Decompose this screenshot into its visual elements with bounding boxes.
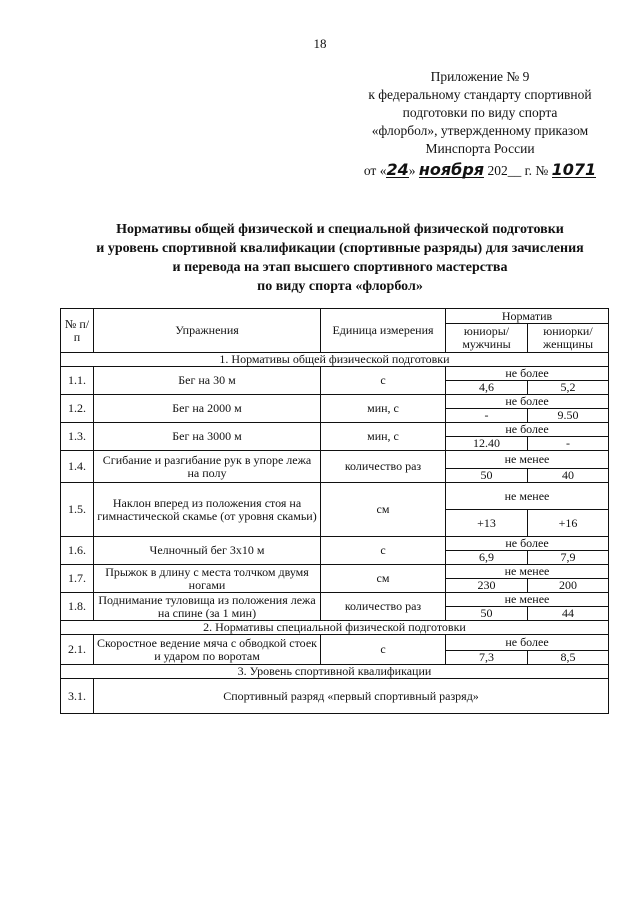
section-row bbox=[61, 353, 609, 367]
norm-condition: не более bbox=[446, 423, 609, 437]
row-number: 1.1. bbox=[61, 367, 94, 395]
norm-condition: не более bbox=[446, 395, 609, 409]
value-juniors-m: 50 bbox=[446, 607, 528, 621]
value-juniors-f: 8,5 bbox=[528, 651, 609, 665]
exercise-name: Бег на 30 м bbox=[94, 367, 321, 395]
header-num: № п/п bbox=[61, 309, 94, 353]
unit: количество раз bbox=[321, 593, 446, 621]
value-juniors-f: +16 bbox=[528, 510, 609, 537]
row-number: 1.6. bbox=[61, 537, 94, 565]
document-title bbox=[60, 220, 620, 296]
title-line: и уровень спортивной квалификации (спортивные разряды) для зачисления bbox=[96, 241, 584, 256]
value-juniors-m: 12.40 bbox=[446, 437, 528, 451]
unit: мин, с bbox=[321, 395, 446, 423]
table-row bbox=[61, 367, 609, 381]
value-juniors-f: 7,9 bbox=[528, 551, 609, 565]
title-line: и перевода на этап высшего спортивного мастерства bbox=[172, 260, 508, 275]
row-number: 1.5. bbox=[61, 483, 94, 537]
header-juniors-m: юниоры/ мужчины bbox=[446, 324, 528, 353]
section-title: 1. Нормативы общей физической подготовки bbox=[61, 353, 609, 367]
date-mid: » bbox=[408, 163, 416, 178]
header-exercise: Упражнения bbox=[94, 309, 321, 353]
value-juniors-m: 4,6 bbox=[446, 381, 528, 395]
row-number: 1.4. bbox=[61, 451, 94, 483]
exercise-name: Наклон вперед из положения стоя на гимнастической скамье (от уровня скамьи) bbox=[94, 483, 321, 537]
value-juniors-m: - bbox=[446, 409, 528, 423]
handwritten-day: 24 bbox=[386, 160, 409, 179]
header-norm: Норматив bbox=[446, 309, 609, 324]
unit: см bbox=[321, 483, 446, 537]
header-unit: Единица измерения bbox=[321, 309, 446, 353]
header-row bbox=[61, 309, 609, 324]
appendix-header bbox=[340, 68, 620, 180]
value-juniors-m: 50 bbox=[446, 469, 528, 483]
exercise-name: Челночный бег 3х10 м bbox=[94, 537, 321, 565]
table-row bbox=[61, 635, 609, 651]
unit: см bbox=[321, 565, 446, 593]
appendix-line: к федеральному стандарту спортивной bbox=[368, 87, 592, 102]
unit: мин, с bbox=[321, 423, 446, 451]
norm-condition: не более bbox=[446, 537, 609, 551]
norm-condition: не менее bbox=[446, 451, 609, 469]
table-row bbox=[61, 679, 609, 714]
appendix-line: Приложение № 9 bbox=[430, 69, 530, 84]
norm-condition: не менее bbox=[446, 593, 609, 607]
table-row bbox=[61, 423, 609, 437]
norm-condition: не более bbox=[446, 367, 609, 381]
value-juniors-f: 200 bbox=[528, 579, 609, 593]
row-number: 3.1. bbox=[61, 679, 94, 714]
unit: с bbox=[321, 367, 446, 395]
row-number: 1.2. bbox=[61, 395, 94, 423]
page-number: 18 bbox=[313, 36, 327, 51]
unit: количество раз bbox=[321, 451, 446, 483]
header-juniors-f: юниорки/ женщины bbox=[528, 324, 609, 353]
table-row bbox=[61, 593, 609, 607]
order-date-line bbox=[340, 162, 620, 180]
exercise-name: Прыжок в длину с места толчком двумя ногами bbox=[94, 565, 321, 593]
row-number: 2.1. bbox=[61, 635, 94, 665]
table-row bbox=[61, 565, 609, 579]
norm-condition: не более bbox=[446, 635, 609, 651]
value-juniors-m: 230 bbox=[446, 579, 528, 593]
handwritten-order-number: 1071 bbox=[551, 160, 597, 179]
row-number: 1.7. bbox=[61, 565, 94, 593]
section-title: 3. Уровень спортивной квалификации bbox=[61, 665, 609, 679]
section-row bbox=[61, 665, 609, 679]
exercise-name: Сгибание и разгибание рук в упоре лежа на полу bbox=[94, 451, 321, 483]
value-juniors-f: - bbox=[528, 437, 609, 451]
row-number: 1.3. bbox=[61, 423, 94, 451]
unit: с bbox=[321, 537, 446, 565]
exercise-name: Скоростное ведение мяча с обводкой стоек и ударом по воротам bbox=[94, 635, 321, 665]
value-juniors-f: 40 bbox=[528, 469, 609, 483]
norm-condition: не менее bbox=[446, 565, 609, 579]
row-number: 1.8. bbox=[61, 593, 94, 621]
value-juniors-m: 6,9 bbox=[446, 551, 528, 565]
qualification-text: Спортивный разряд «первый спортивный разряд» bbox=[94, 679, 609, 714]
exercise-name: Бег на 3000 м bbox=[94, 423, 321, 451]
norms-table bbox=[60, 308, 609, 714]
value-juniors-f: 44 bbox=[528, 607, 609, 621]
section-row bbox=[61, 621, 609, 635]
table-row bbox=[61, 395, 609, 409]
unit: с bbox=[321, 635, 446, 665]
appendix-line: Минспорта России bbox=[425, 141, 535, 156]
value-juniors-m: 7,3 bbox=[446, 651, 528, 665]
value-juniors-f: 9.50 bbox=[528, 409, 609, 423]
table-row bbox=[61, 451, 609, 469]
appendix-line: «флорбол», утвержденному приказом bbox=[371, 123, 589, 138]
section-title: 2. Нормативы специальной физической подготовки bbox=[61, 621, 609, 635]
exercise-name: Поднимание туловища из положения лежа на спине (за 1 мин) bbox=[94, 593, 321, 621]
title-line: Нормативы общей физической и специальной физической подготовки bbox=[116, 222, 564, 237]
norm-condition: не менее bbox=[446, 483, 609, 510]
value-juniors-f: 5,2 bbox=[528, 381, 609, 395]
date-prefix: от « bbox=[363, 163, 387, 178]
table-row bbox=[61, 483, 609, 510]
exercise-name: Бег на 2000 м bbox=[94, 395, 321, 423]
title-line: по виду спорта «флорбол» bbox=[257, 279, 423, 294]
table-row bbox=[61, 537, 609, 551]
handwritten-month: ноября bbox=[418, 160, 485, 179]
value-juniors-m: +13 bbox=[446, 510, 528, 537]
appendix-line: подготовки по виду спорта bbox=[402, 105, 558, 120]
date-year: 202__ г. № bbox=[487, 163, 549, 178]
